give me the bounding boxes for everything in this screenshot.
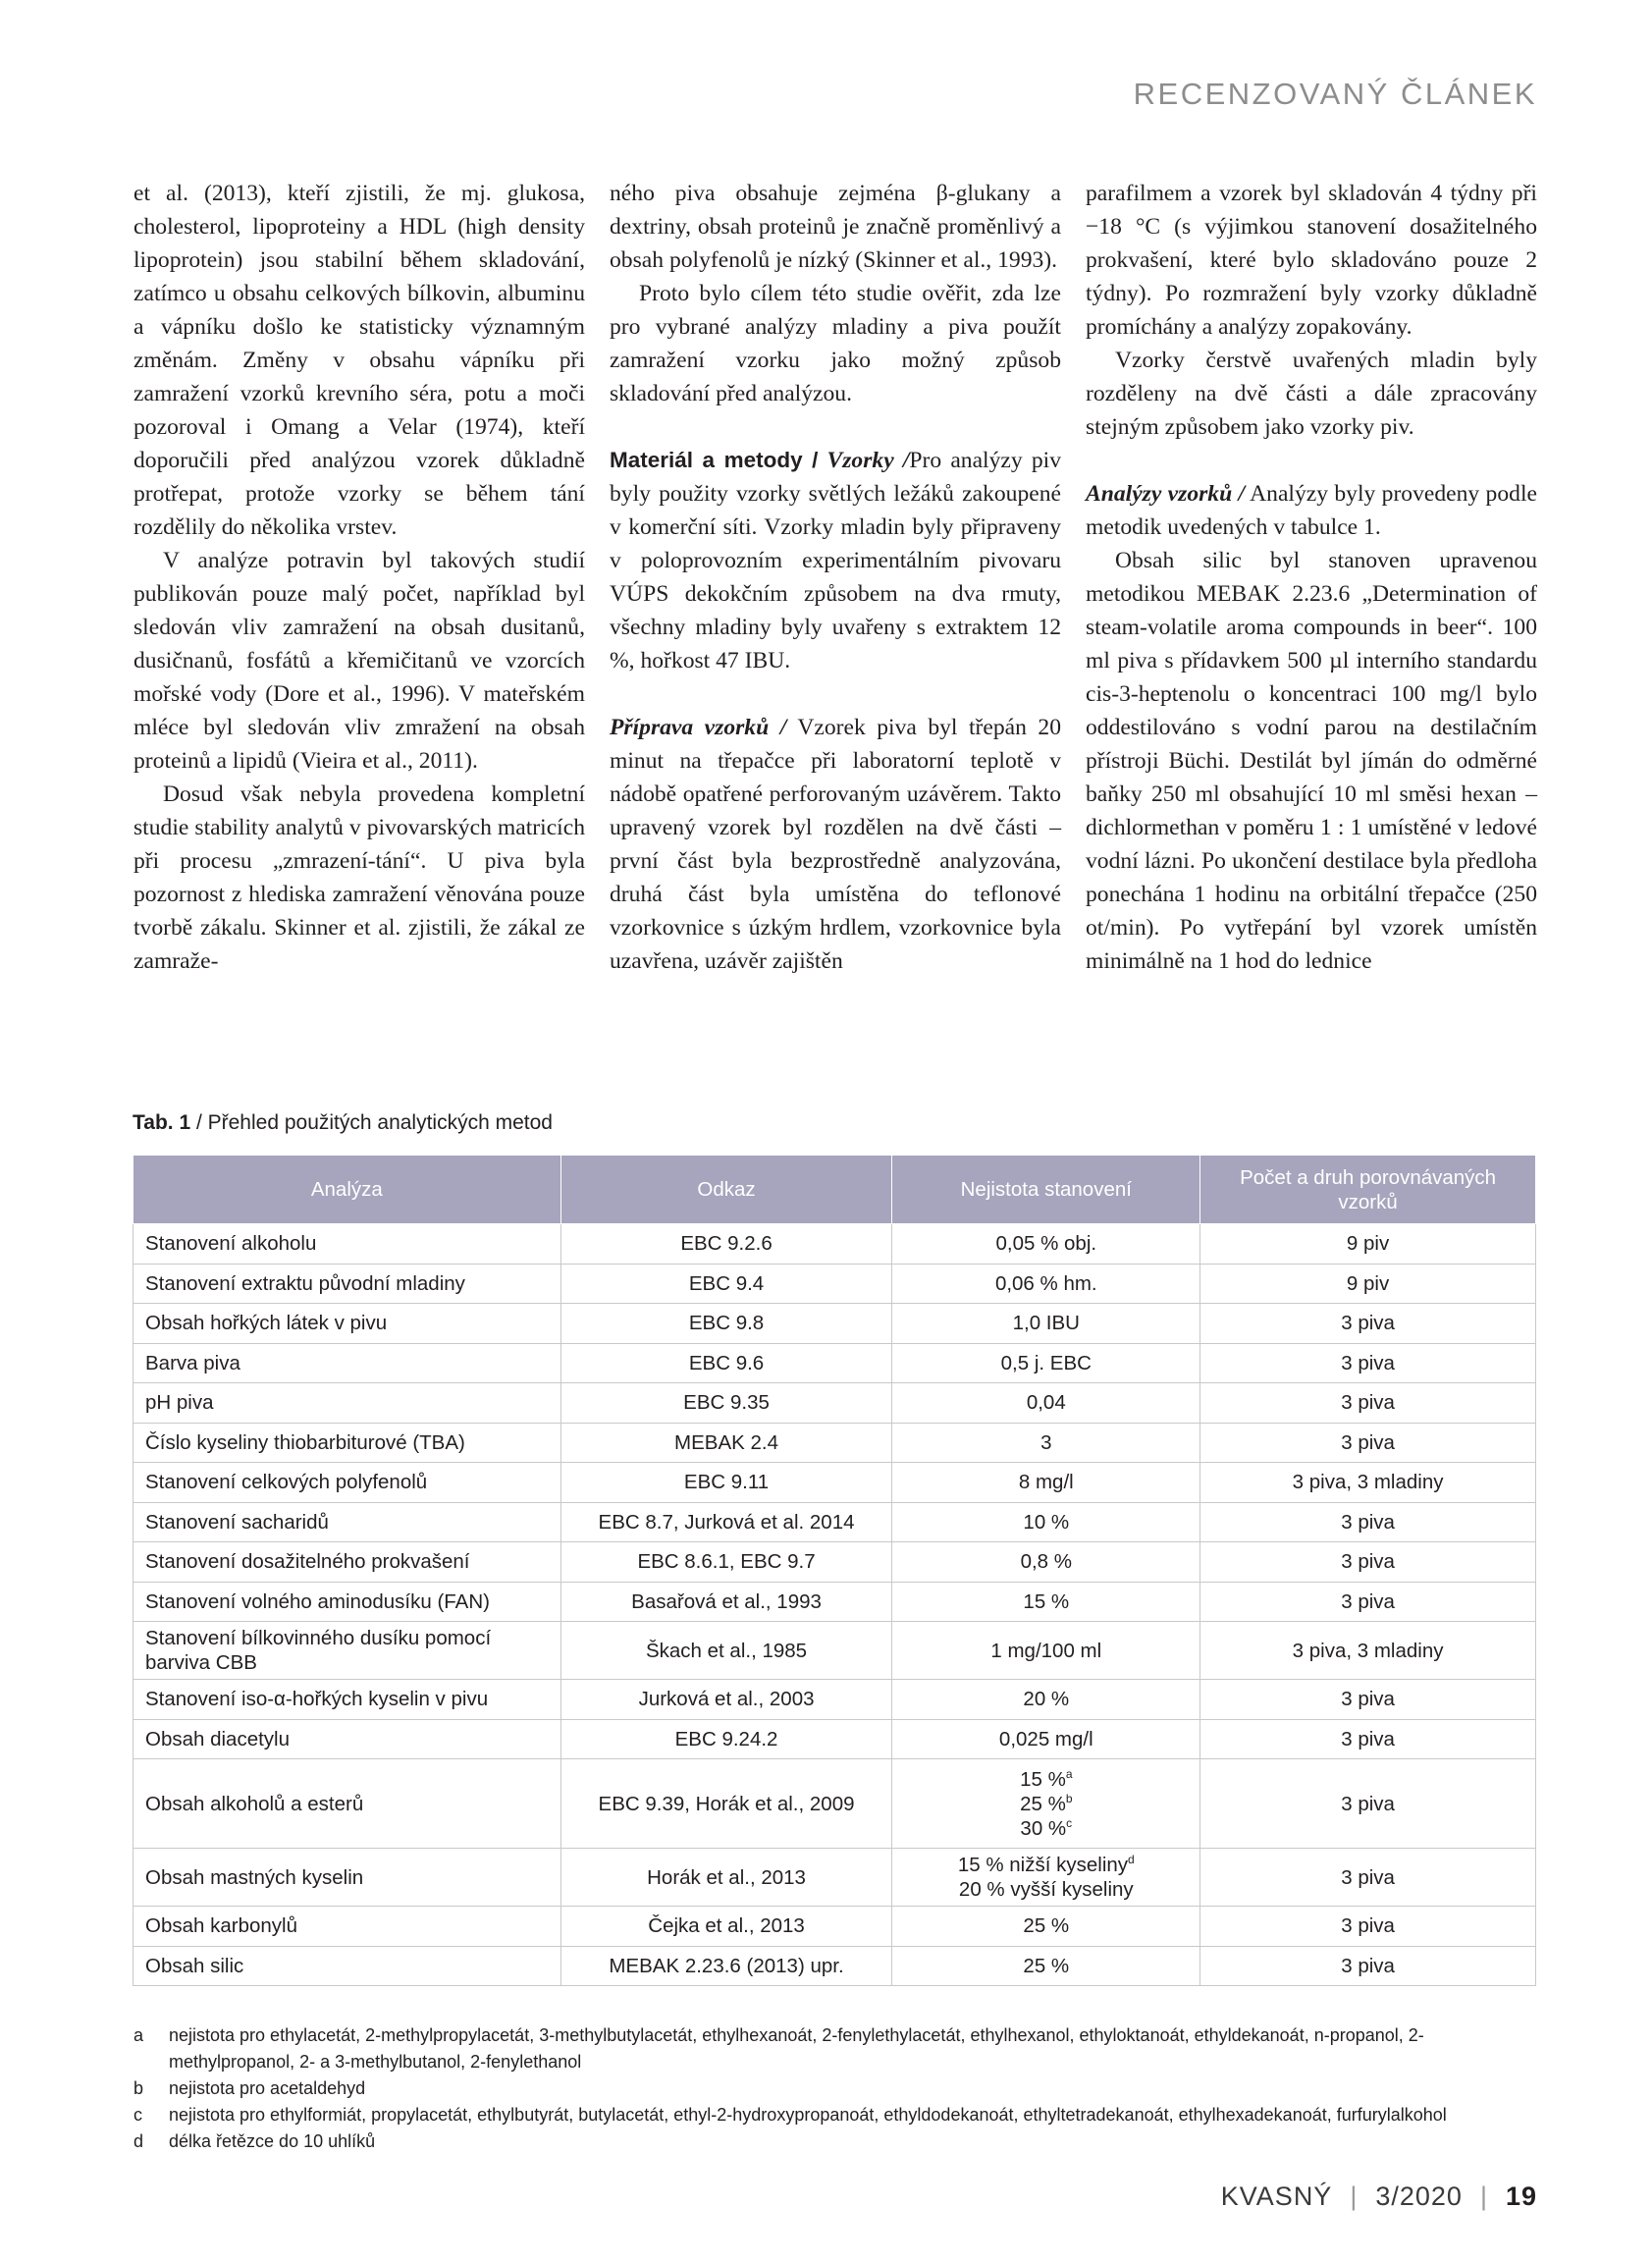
cell-samples: 3 piva xyxy=(1200,1423,1536,1463)
divider: | xyxy=(1350,2181,1359,2211)
table-row xyxy=(133,1849,1536,1907)
cell-reference: EBC 8.6.1, EBC 9.7 xyxy=(560,1542,892,1583)
cell-samples: 3 piva xyxy=(1200,1946,1536,1986)
footnote-text: nejistota pro ethylformiát, propylacetát, ethylbutyrát, butylacetát, ethyl-2-hydroxypropanoát, ethyldodekanoát, ethyltetradekanoát, ethylhexadekanoát, furfurylalkohol xyxy=(169,2105,1447,2125)
uncertainty-value: 15 % xyxy=(1020,1767,1066,1791)
cell-analysis: Číslo kyseliny thiobarbiturové (TBA) xyxy=(133,1423,561,1463)
column-header: Analýza xyxy=(133,1156,561,1224)
table-row xyxy=(133,1907,1536,1947)
footnote-text: nejistota pro ethylacetát, 2-methylpropylacetát, 3-methylbutylacetát, ethylhexanoát, 2-fenylethylacetát, ethylhexanol, ethyloktanoát, ethyldekanoát, n-propanol, 2-methylpropanol, 2- a 3-methylbutanol, 2-fenylethanol xyxy=(169,2025,1424,2072)
cell-reference: Horák et al., 2013 xyxy=(560,1849,892,1907)
paragraph: ného piva obsahuje zejména β-glukany a dextriny, obsah proteinů je značně proměnlivý a obsah polyfenolů je nízký (Skinner et al., 1993). xyxy=(610,181,1061,273)
journal-name: KVASNÝ xyxy=(1220,2181,1333,2211)
cell-uncertainty: 20 % xyxy=(892,1680,1200,1720)
footnote-marker: c xyxy=(1066,1815,1073,1830)
cell-analysis: Obsah silic xyxy=(133,1946,561,1986)
methods-table xyxy=(133,1155,1536,1986)
cell-analysis: Stanovení celkových polyfenolů xyxy=(133,1463,561,1503)
cell-reference: EBC 9.11 xyxy=(560,1463,892,1503)
cell-uncertainty: 1 mg/100 ml xyxy=(892,1622,1200,1680)
uncertainty-line xyxy=(904,1767,1188,1792)
cell-uncertainty: 15 % xyxy=(892,1582,1200,1622)
cell-uncertainty: 0,5 j. EBC xyxy=(892,1343,1200,1383)
cell-samples: 3 piva xyxy=(1200,1759,1536,1849)
page-footer xyxy=(1221,2181,1537,2212)
cell-uncertainty: 10 % xyxy=(892,1502,1200,1542)
cell-uncertainty: 0,05 % obj. xyxy=(892,1224,1200,1265)
cell-analysis: Obsah diacetylu xyxy=(133,1719,561,1759)
cell-reference: Čejka et al., 2013 xyxy=(560,1907,892,1947)
table-caption xyxy=(133,1111,553,1135)
cell-uncertainty: 8 mg/l xyxy=(892,1463,1200,1503)
footnote-letter: a xyxy=(133,2025,144,2045)
cell-analysis: Obsah hořkých látek v pivu xyxy=(133,1304,561,1344)
paragraph: V analýze potravin byl takových studií publikován pouze malý počet, například byl sledován vliv zamražení na obsah dusitanů, dusičnanů, fosfátů a křemičitanů ve vzorcích mořské vody (Dore et al., 1996). V mateřském mléce byl sledován vliv zmražení na obsah proteinů a lipidů (Vieira et al., 2011). xyxy=(133,548,585,774)
table-row xyxy=(133,1542,1536,1583)
uncertainty-line xyxy=(904,1853,1188,1877)
paragraph: et al. (2013), kteří zjistili, že mj. glukosa, cholesterol, lipoproteiny a HDL (high density lipoprotein) jsou stabilní během skladování, zatímco u obsahu celkových bílkovin, albuminu a vápníku došlo ke statisticky významným změnám. Změny v obsahu vápníku při zamražení vzorků krevního séra, potu a moči pozoroval i Omang a Velar (1974), kteří doporučili před analýzou vzorek důkladně protřepat, protože vzorky se během tání rozdělily do několika vrstev. xyxy=(133,181,585,540)
cell-samples: 3 piva, 3 mladiny xyxy=(1200,1463,1536,1503)
footnote-marker: a xyxy=(1065,1766,1073,1781)
footnote xyxy=(133,2022,1537,2075)
cell-analysis: Stanovení dosažitelného prokvašení xyxy=(133,1542,561,1583)
paragraph xyxy=(1086,477,1537,544)
cell-samples: 3 piva xyxy=(1200,1680,1536,1720)
cell-uncertainty: 3 xyxy=(892,1423,1200,1463)
paragraph-text: Vzorek piva byl třepán 20 minut na třepačce při laboratorní teplotě v nádobě opatřené perforovaným uzávěrem. Takto upravený vzorek byl rozdělen na dvě části – první část byla bezprostředně analyzována, druhá část byla umístěna do teflonové vzorkovnice s úzkým hrdlem, vzorkovnice byla uzavřena, uzávěr zajištěn xyxy=(610,715,1061,974)
cell-reference: EBC 9.24.2 xyxy=(560,1719,892,1759)
column-header: Počet a druh porovnávaných vzorků xyxy=(1200,1156,1536,1224)
uncertainty-line xyxy=(904,1877,1188,1902)
cell-analysis: Stanovení bílkovinného dusíku pomocí barviva CBB xyxy=(133,1622,561,1680)
paragraph: Vzorky čerstvě uvařených mladin byly rozděleny na dvě části a dále zpracovány stejným způsobem jako vzorky piv. xyxy=(1086,348,1537,440)
paragraph-text: Pro analýzy piv byly použity vzorky světlých ležáků zakoupené v komerční síti. Vzorky mladin byly připraveny v poloprovozním experimentálním pivovaru VÚPS dekokčním způsobem na dva rmuty, všechny mladiny byly uvařeny s extraktem 12 %, hořkost 47 IBU. xyxy=(610,448,1061,673)
cell-samples: 3 piva xyxy=(1200,1383,1536,1424)
uncertainty-value: 15 % nižší kyseliny xyxy=(957,1854,1129,1876)
cell-samples: 3 piva xyxy=(1200,1582,1536,1622)
uncertainty-value: 30 % xyxy=(1020,1816,1067,1840)
cell-analysis: Obsah karbonylů xyxy=(133,1907,561,1947)
cell-uncertainty: 25 % xyxy=(892,1946,1200,1986)
subsection-heading: Příprava vzorků / xyxy=(610,715,787,740)
table-header-row xyxy=(133,1156,1536,1224)
divider: | xyxy=(1479,2181,1488,2211)
cell-reference: EBC 9.35 xyxy=(560,1383,892,1424)
footnote-marker: b xyxy=(1065,1791,1073,1805)
cell-samples: 3 piva xyxy=(1200,1343,1536,1383)
column-header: Nejistota stanovení xyxy=(892,1156,1200,1224)
column-1 xyxy=(133,177,585,978)
table-row xyxy=(133,1463,1536,1503)
cell-samples: 3 piva xyxy=(1200,1849,1536,1907)
paragraph: parafilmem a vzorek byl skladován 4 týdny při −18 °C (s výjimkou stanovení dosažitelného prokvašení, které bylo skladováno pouze 2 týdny). Po rozmražení byly vzorky důkladně promíchány a analýzy zopakovány. xyxy=(1086,181,1537,340)
table-row xyxy=(133,1759,1536,1849)
cell-reference: EBC 8.7, Jurková et al. 2014 xyxy=(560,1502,892,1542)
cell-reference: EBC 9.2.6 xyxy=(560,1224,892,1265)
cell-analysis: Barva piva xyxy=(133,1343,561,1383)
cell-reference: Basařová et al., 1993 xyxy=(560,1582,892,1622)
cell-samples: 9 piv xyxy=(1200,1264,1536,1304)
table-row xyxy=(133,1946,1536,1986)
footnote-letter: d xyxy=(133,2131,144,2151)
column-3 xyxy=(1086,177,1537,978)
table-label: Tab. 1 xyxy=(133,1111,191,1134)
table-row xyxy=(133,1423,1536,1463)
page-number: 19 xyxy=(1505,2181,1537,2211)
subsection-heading: Vzorky / xyxy=(826,448,910,473)
uncertainty-value: 25 % xyxy=(1020,1792,1066,1815)
cell-samples: 3 piva xyxy=(1200,1907,1536,1947)
footnote-letter: b xyxy=(133,2078,144,2098)
cell-reference: EBC 9.8 xyxy=(560,1304,892,1344)
cell-samples: 3 piva xyxy=(1200,1719,1536,1759)
table-row xyxy=(133,1264,1536,1304)
uncertainty-line xyxy=(904,1792,1188,1816)
cell-reference: EBC 9.4 xyxy=(560,1264,892,1304)
cell-reference: EBC 9.39, Horák et al., 2009 xyxy=(560,1759,892,1849)
cell-analysis: Stanovení volného aminodusíku (FAN) xyxy=(133,1582,561,1622)
cell-analysis: Obsah mastných kyselin xyxy=(133,1849,561,1907)
footnote-marker: d xyxy=(1128,1853,1135,1867)
cell-uncertainty: 1,0 IBU xyxy=(892,1304,1200,1344)
table-footnotes xyxy=(133,2022,1537,2155)
column-2 xyxy=(610,177,1061,978)
footnote-text: délka řetězce do 10 uhlíků xyxy=(169,2131,376,2151)
cell-uncertainty xyxy=(892,1849,1200,1907)
table-row xyxy=(133,1304,1536,1344)
cell-samples: 3 piva xyxy=(1200,1502,1536,1542)
cell-analysis: Obsah alkoholů a esterů xyxy=(133,1759,561,1849)
cell-reference: MEBAK 2.4 xyxy=(560,1423,892,1463)
table-row xyxy=(133,1343,1536,1383)
footnote xyxy=(133,2102,1537,2128)
cell-analysis: Stanovení iso-α-hořkých kyselin v pivu xyxy=(133,1680,561,1720)
footnote xyxy=(133,2075,1537,2102)
cell-reference: Škach et al., 1985 xyxy=(560,1622,892,1680)
table-title: / Přehled použitých analytických metod xyxy=(190,1111,553,1134)
footnote-letter: c xyxy=(133,2105,142,2125)
cell-uncertainty: 0,04 xyxy=(892,1383,1200,1424)
section-tag: RECENZOVANÝ ČLÁNEK xyxy=(1133,77,1537,111)
cell-reference: EBC 9.6 xyxy=(560,1343,892,1383)
paragraph: Obsah silic byl stanoven upravenou metodikou MEBAK 2.23.6 „Determination of steam-volatile aroma compounds in beer“. 100 ml piva s přídavkem 500 µl interního standardu cis-3-heptenolu o koncentraci 100 mg/l bylo oddestilováno s vodní parou na destilačním přístroji Büchi. Destilát byl jímán do odměrné baňky 250 ml obsahující 10 ml směsi hexan – dichlormethan v poměru 1 : 1 umístěné v ledové vodní lázni. Po ukončení destilace byla předloha ponechána 1 hodinu na orbitální třepačce (250 ot/min). Po vytřepání byl vzorek umístěn minimálně na 1 hod do lednice xyxy=(1086,548,1537,974)
cell-uncertainty xyxy=(892,1759,1200,1849)
cell-samples: 3 piva xyxy=(1200,1542,1536,1583)
uncertainty-line xyxy=(904,1816,1188,1841)
paragraph: Proto bylo cílem této studie ověřit, zda lze pro vybrané analýzy mladiny a piva použít zamražení vzorku jako možný způsob skladování před analýzou. xyxy=(610,281,1061,406)
table-row xyxy=(133,1582,1536,1622)
table-row xyxy=(133,1719,1536,1759)
cell-samples: 9 piv xyxy=(1200,1224,1536,1265)
cell-analysis: pH piva xyxy=(133,1383,561,1424)
paragraph xyxy=(610,444,1061,677)
subsection-heading: Analýzy vzorků / xyxy=(1086,481,1246,507)
footnote-text: nejistota pro acetaldehyd xyxy=(169,2078,366,2098)
issue-number: 3/2020 xyxy=(1375,2181,1463,2211)
section-heading: Materiál a metody / xyxy=(610,448,819,472)
cell-uncertainty: 0,8 % xyxy=(892,1542,1200,1583)
uncertainty-value: 20 % vyšší kyseliny xyxy=(958,1878,1134,1901)
cell-samples: 3 piva xyxy=(1200,1304,1536,1344)
footnote xyxy=(133,2128,1537,2155)
table-row xyxy=(133,1680,1536,1720)
cell-uncertainty: 25 % xyxy=(892,1907,1200,1947)
table-row xyxy=(133,1383,1536,1424)
table-row xyxy=(133,1502,1536,1542)
cell-uncertainty: 0,06 % hm. xyxy=(892,1264,1200,1304)
cell-samples: 3 piva, 3 mladiny xyxy=(1200,1622,1536,1680)
paragraph xyxy=(610,711,1061,978)
paragraph-text: Analýzy byly provedeny podle metodik uvedených v tabulce 1. xyxy=(1086,481,1537,540)
paragraph: Dosud však nebyla provedena kompletní studie stability analytů v pivovarských matricích při procesu „zmrazení-tání“. U piva byla pozornost z hlediska zamražení věnována pouze tvorbě zákalu. Skinner et al. zjistili, že zákal ze zamraže- xyxy=(133,781,585,974)
cell-analysis: Stanovení sacharidů xyxy=(133,1502,561,1542)
cell-uncertainty: 0,025 mg/l xyxy=(892,1719,1200,1759)
column-header: Odkaz xyxy=(560,1156,892,1224)
table-row xyxy=(133,1622,1536,1680)
cell-reference: Jurková et al., 2003 xyxy=(560,1680,892,1720)
cell-reference: MEBAK 2.23.6 (2013) upr. xyxy=(560,1946,892,1986)
cell-analysis: Stanovení extraktu původní mladiny xyxy=(133,1264,561,1304)
article-body xyxy=(133,177,1537,978)
table-row xyxy=(133,1224,1536,1265)
cell-analysis: Stanovení alkoholu xyxy=(133,1224,561,1265)
